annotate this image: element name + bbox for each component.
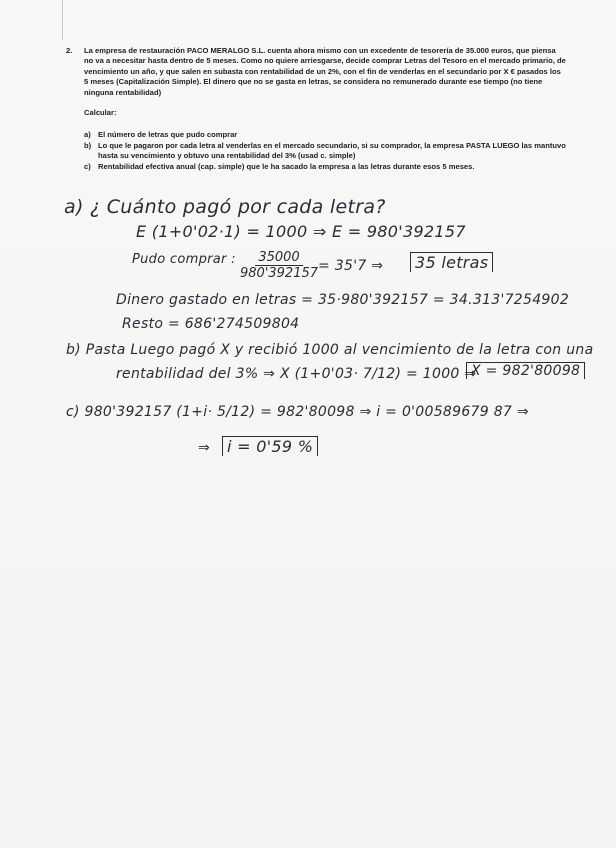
subquestion-list xyxy=(84,130,566,172)
hw-a-result: = 35'7 ⇒ xyxy=(318,258,384,274)
subquestion-a xyxy=(84,130,566,140)
answer-box: X = 982'80098 xyxy=(466,362,585,379)
hw-c-boxed-answer xyxy=(222,436,318,456)
hw-b-line1: b) Pasta Luego pagó X y recibió 1000 al vencimiento de la letra con una xyxy=(66,342,594,358)
page-fold-line xyxy=(62,0,63,40)
hw-a-fraction xyxy=(240,250,318,281)
answer-box: i = 0'59 % xyxy=(222,436,318,456)
hw-a-dinero-gastado: Dinero gastado en letras = 35·980'392157 = 34.313'7254902 xyxy=(116,292,570,308)
subquestion-b xyxy=(84,141,566,162)
question-row xyxy=(66,46,566,98)
subquestion-letter: b) xyxy=(84,140,92,150)
calcular-label: Calcular: xyxy=(84,108,117,118)
subquestion-letter: a) xyxy=(84,130,91,140)
hw-a-pudo-comprar: Pudo comprar : xyxy=(132,252,236,267)
hw-b-line2: rentabilidad del 3% ⇒ X (1+0'03· 7/12) = 1000 ⇒ xyxy=(116,366,477,382)
subquestion-text: El número de letras que pudo comprar xyxy=(98,130,238,140)
problem-statement xyxy=(66,46,566,172)
hw-a-header: a) ¿ Cuánto pagó por cada letra? xyxy=(64,196,386,218)
hw-c-line1: c) 980'392157 (1+i· 5/12) = 982'80098 ⇒ i = 0'00589679 87 ⇒ xyxy=(66,404,529,420)
hw-c-arrow: ⇒ xyxy=(198,440,211,456)
hw-a-boxed-answer xyxy=(410,252,493,272)
subquestion-c xyxy=(84,162,566,172)
answer-box: 35 letras xyxy=(410,252,493,272)
hw-b-boxed-answer xyxy=(466,362,585,379)
hw-a-equation: E (1+0'02·1) = 1000 ⇒ E = 980'392157 xyxy=(136,222,466,241)
fraction-numerator: 35000 xyxy=(255,250,302,266)
question-number: 2. xyxy=(66,46,73,55)
subquestion-text: Rentabilidad efectiva anual (cap. simple) que le ha sacado la empresa a las letras durante esos 5 meses. xyxy=(98,161,475,171)
subquestion-text: Lo que le pagaron por cada letra al venderlas en el mercado secundario, si su comprador, la empresa PASTA LUEGO las mantuvo hasta su vencimiento y obtuvo una rentabilidad del 3% (usad c. simple) xyxy=(98,140,566,161)
subquestion-letter: c) xyxy=(84,161,91,171)
question-text: La empresa de restauración PACO MERALGO S.L. cuenta ahora mismo con un excedente de tesorería de 35.000 euros, que piensa no va a necesitar hasta dentro de 5 meses. Como no quiere arriesgarse, decide comprar Letras del Tesoro en el mercado primario, de vencimiento un año, y que salen en subasta con rentabilidad de un 2%, con el fin de venderlas en el secundario por X € pasados los 5 meses (Capitalización Simple). El dinero que no se gasta en letras, se considera no remunerado durante ese tiempo (no tiene ninguna rentabilidad) xyxy=(84,46,566,97)
fraction-denominator: 980'392157 xyxy=(240,266,319,281)
hw-a-resto: Resto = 686'274509804 xyxy=(122,316,300,332)
